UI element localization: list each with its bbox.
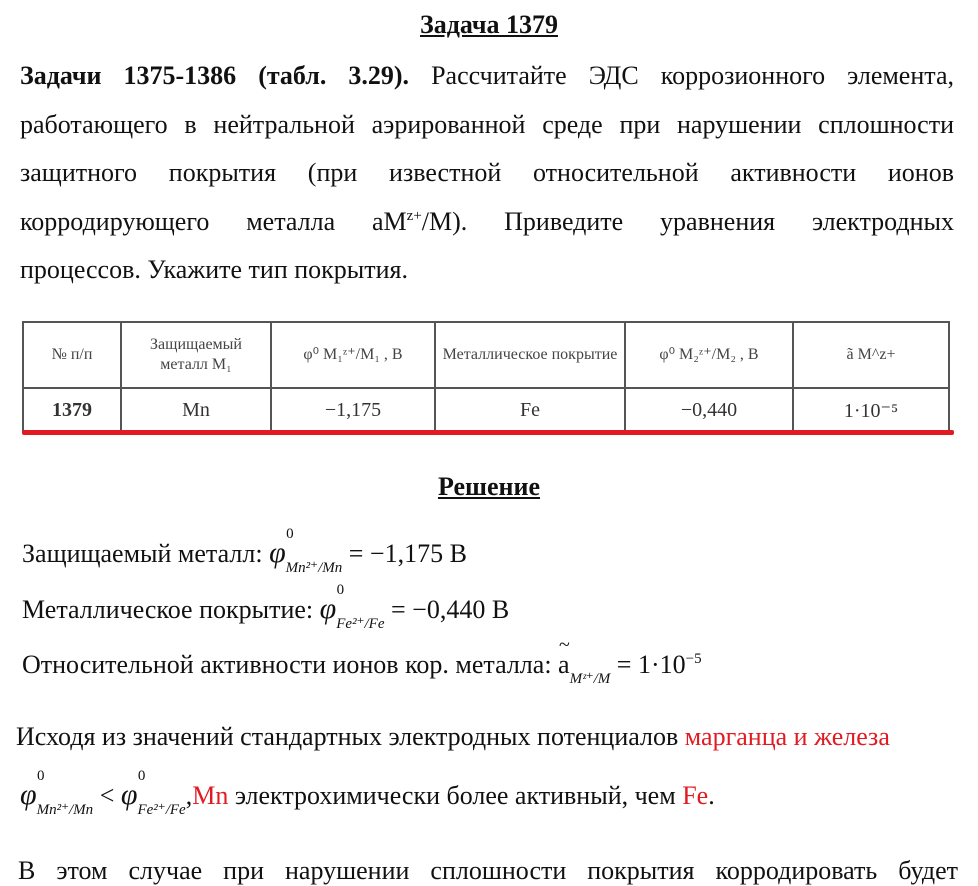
paragraph-2: В этом случае при нарушении сплошности покрытия корродировать будет xyxy=(18,856,958,885)
phi-symbol: φ xyxy=(120,778,138,811)
comparison-line xyxy=(20,768,715,818)
given-label: Относительной активности ионов кор. металла: xyxy=(22,650,559,679)
highlight-text: марганца и железа xyxy=(684,722,890,751)
intro-line-2: работающего в нейтральной аэрированной среде при нарушении сплошности xyxy=(20,109,954,139)
intro-text: /M). Приведите уравнения электродных xyxy=(421,206,955,236)
given-protected-metal xyxy=(22,526,467,576)
red-divider xyxy=(22,430,954,435)
paragraph-1 xyxy=(16,722,890,752)
formula-subscript: Fe²⁺/Fe xyxy=(137,802,186,818)
table-header-cell: Металлическое покрытие xyxy=(435,322,625,388)
intro-line-4 xyxy=(20,198,954,247)
formula-subscript: Mn²⁺/Mn xyxy=(285,560,343,576)
formula xyxy=(20,768,94,818)
highlight-text: Mn xyxy=(192,781,229,810)
intro-line-5: процессов. Укажите тип покрытия. xyxy=(20,255,408,284)
given-value: = 1·10 xyxy=(610,650,686,679)
less-than: < xyxy=(93,781,121,810)
table-header-cell: φ⁰ M₂ᶻ⁺/M₂ , В xyxy=(625,322,793,388)
superscript-zero: 0 xyxy=(286,526,294,542)
exponent: −5 xyxy=(685,651,702,667)
formula-subscript: Mn²⁺/Mn xyxy=(36,802,94,818)
intro-line-3: защитного покрытия (при известной относительной активности ионов xyxy=(20,158,954,187)
table-cell: Mn xyxy=(121,388,271,432)
superscript-zero: 0 xyxy=(336,582,345,598)
paragraph-text: электрохимически более активный, чем xyxy=(228,781,683,810)
tilde-mark: ~ xyxy=(559,634,570,656)
table-cell: 1·10⁻⁵ xyxy=(793,388,949,432)
period: . xyxy=(708,781,715,810)
table-cell: −0,440 xyxy=(625,388,793,432)
given-value: = −0,440 В xyxy=(384,595,510,624)
given-coating xyxy=(22,582,510,632)
formula-subscript: Mᶻ⁺/M xyxy=(569,671,611,687)
formula xyxy=(120,768,186,818)
formula xyxy=(558,634,611,687)
formula xyxy=(319,582,385,632)
problem-statement xyxy=(20,52,954,295)
intro-line-1 xyxy=(20,52,954,101)
comma: , xyxy=(185,781,193,810)
given-label: Защищаемый металл: xyxy=(22,539,270,568)
intro-bold: Задачи 1375-1386 (табл. 3.29). xyxy=(20,61,410,90)
table-row xyxy=(23,388,949,432)
activity-symbol: a xyxy=(558,650,570,679)
table-cell: Fe xyxy=(435,388,625,432)
phi-symbol: φ xyxy=(20,778,37,811)
table-header-cell: № п/п xyxy=(23,322,121,388)
superscript-zero: 0 xyxy=(137,768,146,784)
superscript: z+ xyxy=(406,207,422,224)
superscript-zero: 0 xyxy=(37,768,45,784)
given-activity xyxy=(22,634,702,687)
table-header-cell: φ⁰ M₁ᶻ⁺/M₁ , В xyxy=(271,322,435,388)
table-header-row xyxy=(23,322,949,388)
paragraph-text: Исходя из значений стандартных электродных потенциалов xyxy=(16,722,685,751)
data-table xyxy=(22,321,954,433)
highlight-text: Fe xyxy=(682,781,709,810)
given-label: Металлическое покрытие: xyxy=(22,595,320,624)
intro-text: корродирующего металла aM xyxy=(20,206,407,236)
table-cell: −1,175 xyxy=(271,388,435,432)
table-header-cell: Защищаемый металл M₁ xyxy=(121,322,271,388)
intro-text: Рассчитайте ЭДС коррозионного элемента, xyxy=(409,61,954,90)
solution-title: Решение xyxy=(437,472,541,501)
given-value: = −1,175 В xyxy=(342,539,467,568)
page-title: Задача 1379 xyxy=(420,10,558,39)
phi-symbol: φ xyxy=(319,592,337,625)
table-cell: 1379 xyxy=(23,388,121,432)
formula-subscript: Fe²⁺/Fe xyxy=(336,616,385,632)
formula xyxy=(269,526,343,576)
table-header-cell: ã M^z+ xyxy=(793,322,949,388)
phi-symbol: φ xyxy=(269,536,286,569)
